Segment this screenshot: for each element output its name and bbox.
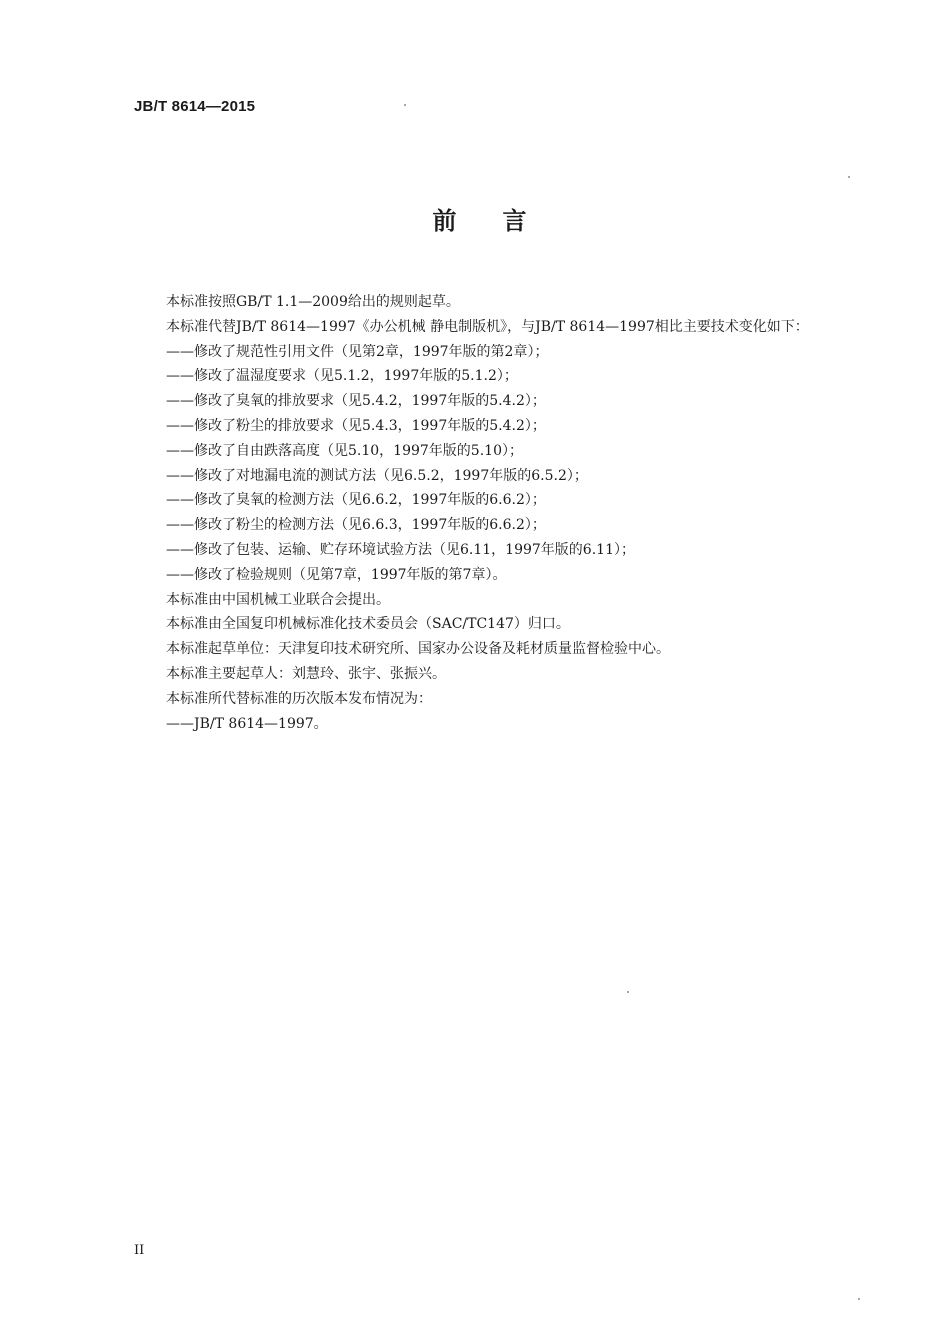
change-list-item: ——JB/T 8614—1997。 <box>166 715 328 732</box>
change-list-item: ——修改了包装、运输、贮存环境试验方法（见6.11，1997年版的6.11）； <box>166 541 635 558</box>
paragraph-line: 本标准按照GB/T 1.1—2009给出的规则起草。 <box>166 294 460 310</box>
change-list-item: ——修改了规范性引用文件（见第2章，1997年版的第2章）； <box>166 343 549 360</box>
paragraph-line: 本标准代替JB/T 8614—1997《办公机械 静电制版机》，与JB/T 8614—1997相比主要技术变化如下： <box>166 318 809 335</box>
paragraph-line: 本标准起草单位：天津复印技术研究所、国家办公设备及耗材质量监督检验中心。 <box>166 641 670 658</box>
standard-code: JB/T 8614—2015 <box>134 98 256 115</box>
paragraph-line: 本标准主要起草人：刘慧玲、张宇、张振兴。 <box>166 665 446 682</box>
change-list-item: ——修改了温湿度要求（见5.1.2，1997年版的5.1.2）； <box>166 368 518 385</box>
scan-speck <box>627 991 629 993</box>
page-number: II <box>134 1243 145 1258</box>
change-list-item: ——修改了粉尘的排放要求（见5.4.3，1997年版的5.4.2）； <box>166 417 546 434</box>
scan-speck <box>848 176 850 178</box>
paragraph-line: 本标准由中国机械工业联合会提出。 <box>166 591 390 608</box>
change-list-item: ——修改了粉尘的检测方法（见6.6.3，1997年版的6.6.2）； <box>166 517 546 534</box>
foreword-body <box>166 290 906 736</box>
change-list-item: ——修改了臭氧的检测方法（见6.6.2，1997年版的6.6.2）； <box>166 492 546 509</box>
change-list-item: ——修改了臭氧的排放要求（见5.4.2，1997年版的5.4.2）； <box>166 393 546 410</box>
change-list-item: ——修改了对地漏电流的测试方法（见6.5.2，1997年版的6.5.2）； <box>166 467 588 484</box>
scan-speck <box>858 1298 860 1300</box>
change-list-item: ——修改了检验规则（见第7章，1997年版的第7章）。 <box>166 566 507 583</box>
scan-speck <box>404 104 406 106</box>
paragraph-line: 本标准由全国复印机械标准化技术委员会（SAC/TC147）归口。 <box>166 616 570 633</box>
paragraph-line: 本标准所代替标准的历次版本发布情况为： <box>166 690 432 707</box>
change-list-item: ——修改了自由跌落高度（见5.10，1997年版的5.10）； <box>166 442 523 459</box>
page-title: 前言 <box>432 207 573 235</box>
